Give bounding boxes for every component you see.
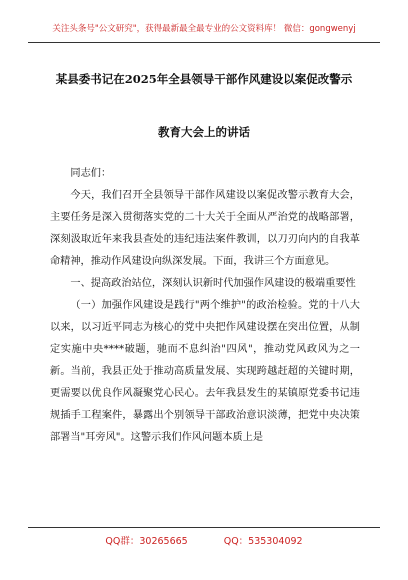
salutation: 同志们： [70,168,112,179]
document-title-line1: 某县委书记在2025年全县领导干部作风建设以案促改警示 [55,72,353,86]
paragraph-1: （一）加强作风建设是践行"两个维护"的政治检验。党的十八大以来，以习近平同志为核心的党中央把作风建设摆在突出位置，从制定实施中央****破题，驰而不息纠治"四风"，推动党风政风为之一新。当前，我县正处于推动高质量发展、实现跨越赶超的关键时期，更需要以优良作风凝聚党心民心。去年我县发生的某镇原党委书记违规插手工程案件，暴露出个别领导干部政治意识淡薄，把党中央决策部署当"耳旁风"。这警示我们作风问题本质上是 [50,300,360,443]
footer-qq: QQ：535304092 [223,536,303,547]
section-heading-1: 一、提高政治站位，深刻认识新时代加强作风建设的极端重要性 [70,278,356,289]
footer-qq-group: QQ群：30265665 [105,536,188,547]
paragraph-intro: 今天，我们召开全县领导干部作风建设以案促改警示教育大会，主要任务是深入贯彻落实党的二十大关于全面从严治党的战略部署，深刻汲取近年来我县查处的违纪违法案件教训，以刀刃向内的自我革命精神，推动作风建设向纵深发展。下面，我讲三个方面意见。 [50,190,360,267]
page-footer [0,533,408,547]
footer-divider [28,527,380,528]
page-header: 关注头条号"公文研究"，获得最新最全最专业的公文资料库！ 微信：gongwenyj [52,24,356,34]
document-body [50,163,360,449]
header-divider [28,42,380,43]
document-title-line2: 教育大会上的讲话 [158,125,250,139]
